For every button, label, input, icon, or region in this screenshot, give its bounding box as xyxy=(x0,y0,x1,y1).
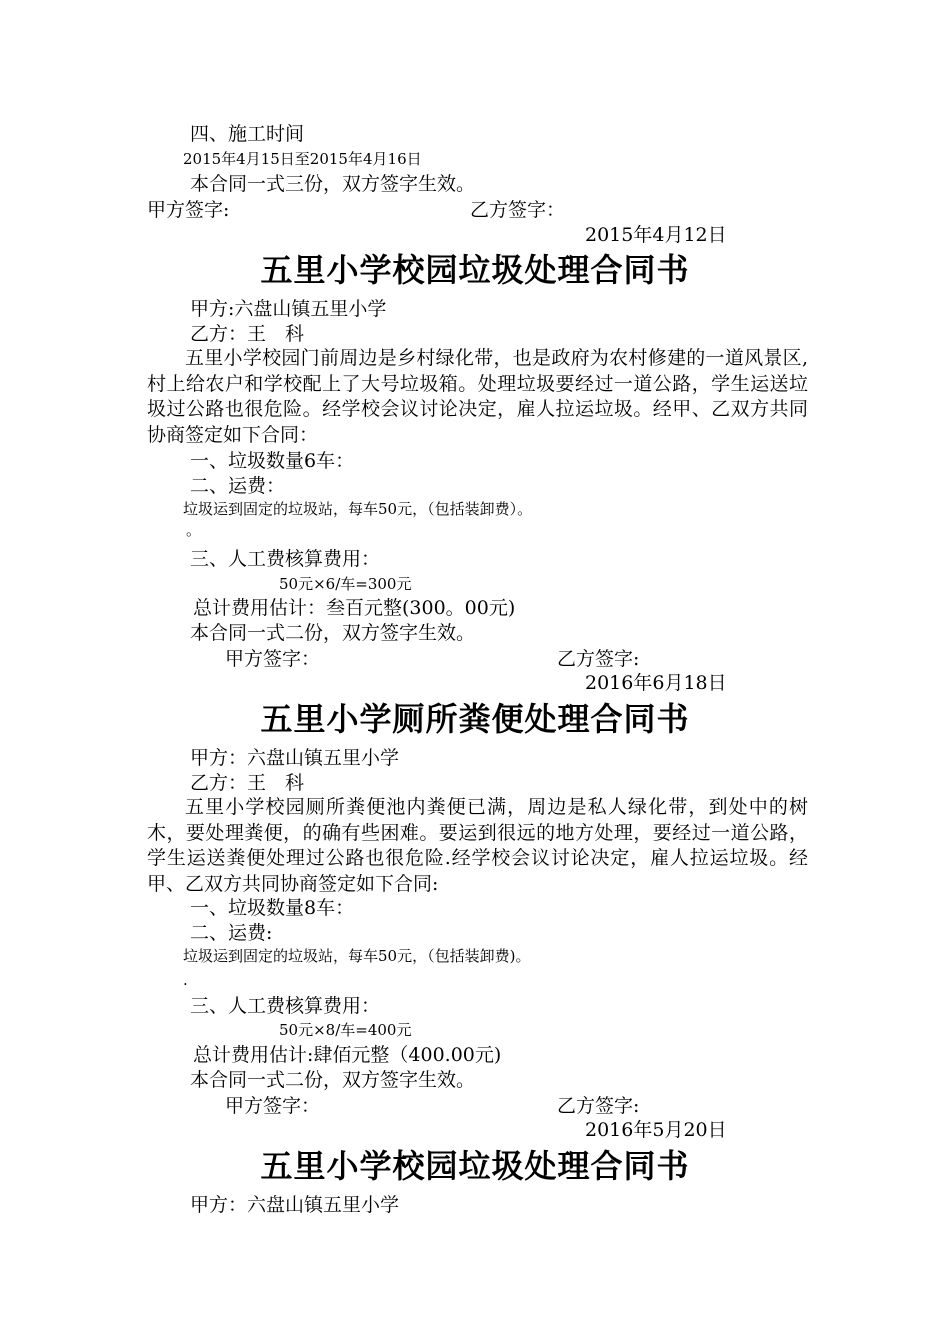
item-freight: 二、运费: xyxy=(190,922,273,944)
item-quantity: 一、垃圾数量8车： xyxy=(190,897,355,919)
contract-title: 五里小学校园垃圾处理合同书 xyxy=(260,251,690,289)
contract-date: 2016年5月20日 xyxy=(585,1119,727,1141)
item-labor-cost: 三、人工费核算费用： xyxy=(190,995,381,1017)
party-b: 乙方：王 科 xyxy=(190,323,305,345)
party-a: 甲方：六盘山镇五里小学 xyxy=(190,747,400,769)
item-freight: 二、运费： xyxy=(190,475,286,497)
item-labor-cost: 三、人工费核算费用： xyxy=(190,548,381,570)
party-a: 甲方:六盘山镇五里小学 xyxy=(190,298,387,320)
contract-date: 2016年6月18日 xyxy=(585,672,727,694)
section-heading: 四、施工时间 xyxy=(190,123,305,145)
contract-body: 五里小学校园门前周边是乡村绿化带，也是政府为农村修建的一道风景区,村上给农户和学校配上了大号垃圾箱。处理垃圾要经过一道公路，学生运送垃圾过公路也很危险。经学校会议讨论决定，雇人拉运垃圾。经甲、乙双方共同协商签定如下合同： xyxy=(147,347,808,446)
stray-mark: 。 xyxy=(186,521,202,539)
contract-title: 五里小学厕所粪便处理合同书 xyxy=(260,700,690,738)
construction-dates: 2015年4月15日至2015年4月16日 xyxy=(183,150,422,168)
contract-title: 五里小学校园垃圾处理合同书 xyxy=(260,1147,690,1185)
cost-calculation: 50元×8/车=400元 xyxy=(279,1021,412,1039)
stray-mark: . xyxy=(183,971,188,989)
contract-body: 五里小学校园厕所粪便池内粪便已满，周边是私人绿化带，到处中的树木，要处理粪便，的确有些困难。要运到很远的地方处理，要经过一道公路，学生运送粪便处理过公路也很危险.经学校会议讨论决定，雇人拉运垃圾。经甲、乙双方共同协商签定如下合同: xyxy=(147,796,808,895)
party-a: 甲方：六盘山镇五里小学 xyxy=(190,1194,400,1216)
copies-clause: 本合同一式二份，双方签字生效。 xyxy=(190,622,476,644)
party-b-signature: 乙方签字: xyxy=(557,648,640,670)
party-b: 乙方：王 科 xyxy=(190,772,305,794)
party-a-signature: 甲方签字: xyxy=(147,199,230,221)
total-cost: 总计费用估计：叁百元整(300。00元) xyxy=(193,597,516,619)
party-b-signature: 乙方签字: xyxy=(557,1095,640,1117)
freight-detail: 垃圾运到固定的垃圾站，每车50元，（包括装卸费）。 xyxy=(183,500,533,518)
item-quantity: 一、垃圾数量6车： xyxy=(190,450,355,472)
copies-clause: 本合同一式三份，双方签字生效。 xyxy=(190,173,476,195)
total-cost: 总计费用估计:肆佰元整（400.00元) xyxy=(193,1044,502,1066)
party-a-signature: 甲方签字： xyxy=(225,1095,321,1117)
copies-clause: 本合同一式二份，双方签字生效。 xyxy=(190,1069,476,1091)
cost-calculation: 50元×6/车=300元 xyxy=(279,575,412,593)
party-b-signature: 乙方签字： xyxy=(470,199,566,221)
party-a-signature: 甲方签字： xyxy=(225,648,321,670)
contract-date: 2015年4月12日 xyxy=(585,224,727,246)
freight-detail: 垃圾运到固定的垃圾站，每车50元，（包括装卸费)。 xyxy=(183,947,531,965)
